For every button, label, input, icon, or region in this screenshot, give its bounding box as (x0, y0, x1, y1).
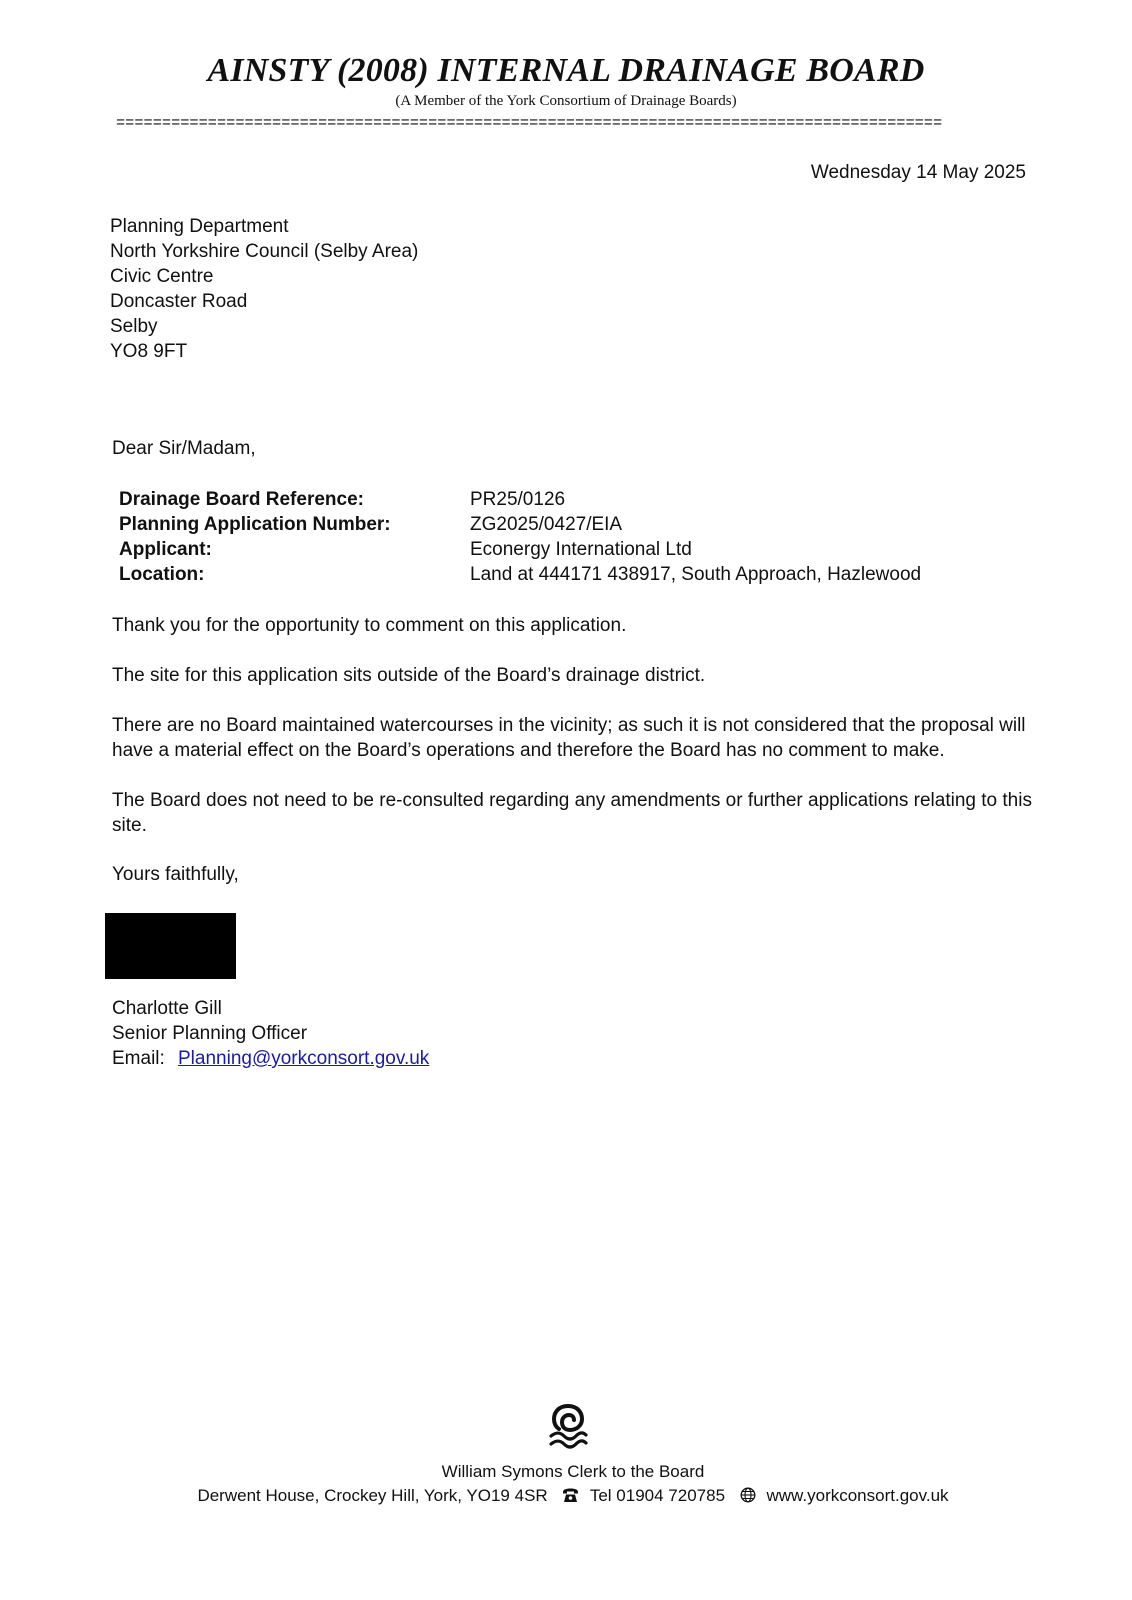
recipient-address (110, 214, 418, 364)
address-line: North Yorkshire Council (Selby Area) (110, 241, 419, 262)
letter-date: Wednesday 14 May 2025 (810, 162, 1026, 183)
reference-label: Applicant: (119, 539, 212, 560)
signatory-title: Senior Planning Officer (112, 1023, 308, 1044)
email-label: Email: (112, 1048, 165, 1069)
address-line: YO8 9FT (110, 341, 188, 362)
footer-website[interactable]: www.yorkconsort.gov.uk (766, 1486, 949, 1505)
email-link[interactable]: Planning@yorkconsort.gov.uk (178, 1048, 430, 1069)
address-line: Selby (110, 316, 158, 337)
reference-value: Econergy International Ltd (470, 539, 692, 560)
closing: Yours faithfully, (112, 864, 239, 885)
address-line: Doncaster Road (110, 291, 248, 312)
globe-icon (740, 1487, 756, 1503)
reference-label: Location: (119, 564, 205, 585)
body-paragraph: The Board does not need to be re-consulted regarding any amendments or further applications relating to this site. (112, 790, 1032, 836)
reference-label: Drainage Board Reference: (119, 489, 364, 510)
footer-address: Derwent House, Crockey Hill, York, YO19 4SR (197, 1486, 548, 1505)
reference-label: Planning Application Number: (119, 514, 391, 535)
reference-value: ZG2025/0427/EIA (470, 514, 623, 535)
board-subtitle: (A Member of the York Consortium of Drainage Boards) (395, 93, 737, 109)
reference-value: Land at 444171 438917, South Approach, Hazlewood (470, 564, 922, 585)
footer-phone: Tel 01904 720785 (589, 1486, 726, 1505)
redacted-signature (105, 913, 236, 979)
salutation: Dear Sir/Madam, (112, 438, 256, 459)
header-rule: ========================================================================================== (116, 114, 943, 132)
board-title: AINSTY (2008) INTERNAL DRAINAGE BOARD (207, 52, 925, 89)
footer-contact (0, 1486, 1132, 1506)
signatory-email-row (112, 1046, 429, 1071)
body-paragraph: The site for this application sits outside of the Board’s drainage district. (112, 665, 706, 686)
telephone-icon (562, 1488, 579, 1503)
footer-clerk: William Symons Clerk to the Board (441, 1462, 705, 1481)
reference-value: PR25/0126 (470, 489, 566, 510)
signatory-block (112, 996, 429, 1071)
body-paragraph: There are no Board maintained watercourses in the vicinity; as such it is not considered that the proposal will have a material effect on the Board’s operations and therefore the Board has no comment to make. (112, 715, 1026, 761)
address-line: Planning Department (110, 216, 289, 237)
body-paragraph: Thank you for the opportunity to comment on this application. (112, 615, 627, 636)
address-line: Civic Centre (110, 266, 214, 287)
wave-logo-icon (548, 1402, 588, 1452)
signatory-name: Charlotte Gill (112, 998, 222, 1019)
